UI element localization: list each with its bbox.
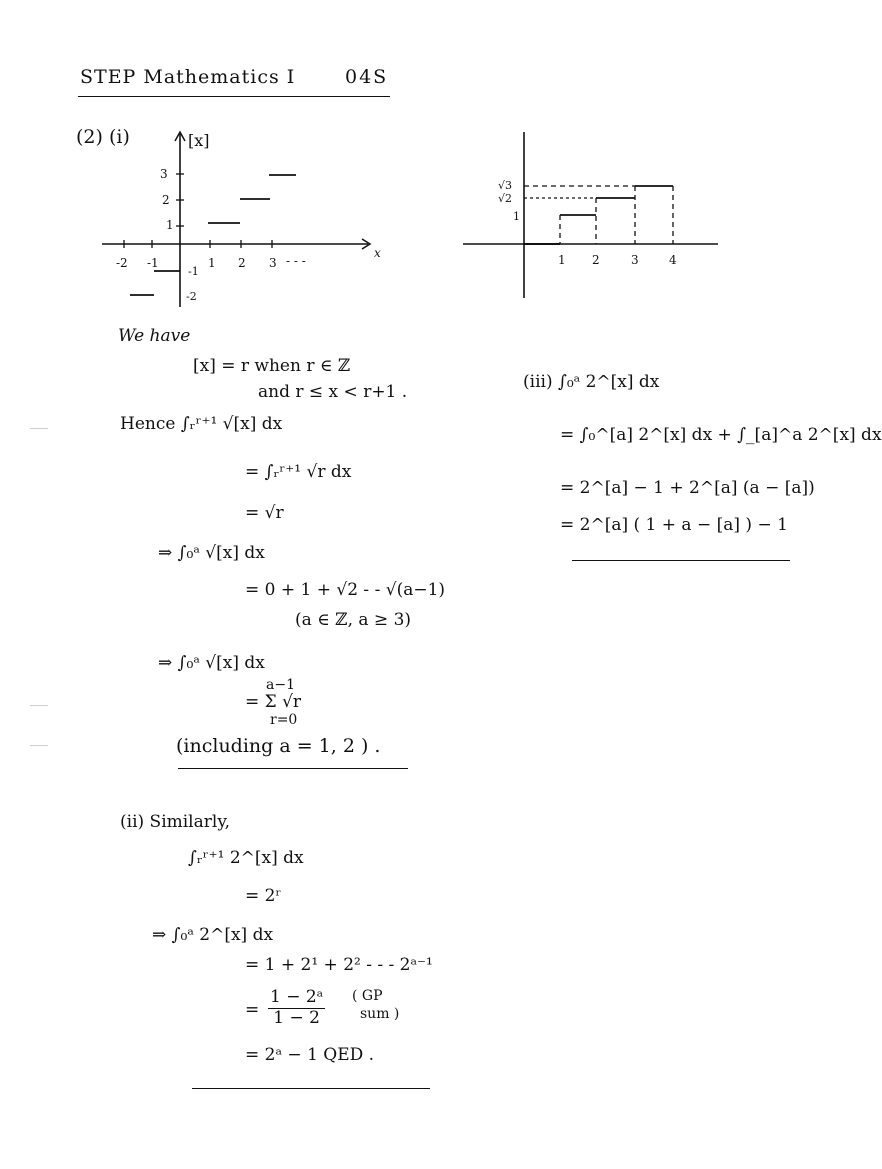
sum-lower-limit: r=0 xyxy=(270,712,298,728)
integral-step: = ∫ᵣʳ⁺¹ √r dx xyxy=(245,462,352,482)
graph2-ytick-label: √2 xyxy=(498,192,513,205)
graph1-x-label: x xyxy=(374,246,381,260)
graph1-ytick-label: 1 xyxy=(166,218,174,232)
implies-integral-2: ⇒ ∫₀ᵃ √[x] dx xyxy=(158,653,265,673)
part-ii-equals: = xyxy=(245,1000,260,1020)
graph1-y-label: [x] xyxy=(188,131,210,150)
sum-upper-limit: a−1 xyxy=(266,677,295,693)
gp-fraction xyxy=(268,988,325,1028)
gp-denominator: 1 − 2 xyxy=(273,1007,320,1028)
gp-note-line1: ( GP xyxy=(352,988,383,1004)
graph1-ytick-label: 3 xyxy=(160,167,168,181)
graph2-ytick-label: √3 xyxy=(498,179,513,192)
header-underline xyxy=(78,96,390,97)
hence-integral: Hence ∫ᵣʳ⁺¹ √[x] dx xyxy=(120,414,283,434)
gp-numerator: 1 − 2ᵃ xyxy=(270,987,324,1007)
graph2-ytick-label: 1 xyxy=(513,210,520,223)
graph1-ytick-label: 2 xyxy=(162,193,170,207)
part-ii-power: = 2ʳ xyxy=(245,886,282,906)
graph1-xtick-label: -1 xyxy=(147,256,159,270)
part-ii-result: = 2ᵃ − 1 QED . xyxy=(245,1045,375,1065)
graph2-xtick-label: 1 xyxy=(558,253,566,267)
graph1-ytick-label: -1 xyxy=(188,265,199,278)
floor-definition: [x] = r when r ∈ ℤ xyxy=(193,356,351,376)
series-condition: (a ∈ ℤ, a ≥ 3) xyxy=(295,610,412,630)
part-iii-result: = 2^[a] ( 1 + a − [a] ) − 1 xyxy=(560,515,788,535)
integral-result: = √r xyxy=(245,503,284,523)
sum-result: = Σ √r xyxy=(245,692,302,712)
graph1-xtick-label: 1 xyxy=(208,256,216,270)
punch-mark xyxy=(30,705,48,706)
part-iii-integral: (iii) ∫₀ᵃ 2^[x] dx xyxy=(523,372,660,392)
gp-note-line2: sum ) xyxy=(360,1006,400,1022)
header-code: 04S xyxy=(345,66,389,88)
header-title: STEP Mathematics I xyxy=(80,66,296,88)
part-ii-implies: ⇒ ∫₀ᵃ 2^[x] dx xyxy=(152,925,274,945)
graph2-xtick-label: 3 xyxy=(631,253,639,267)
graph1-xtick-label: 2 xyxy=(238,256,246,270)
implies-integral: ⇒ ∫₀ᵃ √[x] dx xyxy=(158,543,265,563)
part-ii-underline xyxy=(192,1088,430,1089)
graph2-xtick-label: 4 xyxy=(669,253,677,267)
part-ii-similarly: (ii) Similarly, xyxy=(120,812,231,832)
text-we-have: We have xyxy=(118,326,191,346)
series-expansion: = 0 + 1 + √2 - - √(a−1) xyxy=(245,580,446,600)
part-iii-underline xyxy=(572,560,790,561)
graph1-xtick-label: -2 xyxy=(116,256,128,270)
floor-condition: and r ≤ x < r+1 . xyxy=(258,382,408,402)
graph1-xtick-label: 3 xyxy=(269,256,277,270)
punch-mark xyxy=(30,428,48,429)
including-note: (including a = 1, 2 ) . xyxy=(176,735,381,757)
part-ii-integral: ∫ᵣʳ⁺¹ 2^[x] dx xyxy=(188,848,304,868)
floor-function-graph xyxy=(100,122,400,312)
part-ii-series: = 1 + 2¹ + 2² - - - 2ᵃ⁻¹ xyxy=(245,955,433,975)
part-iii-split: = ∫₀^[a] 2^[x] dx + ∫_[a]^a 2^[x] dx xyxy=(560,425,882,445)
part-i-underline xyxy=(178,768,408,769)
graph2-xtick-label: 2 xyxy=(592,253,600,267)
sqrt-floor-graph xyxy=(455,128,735,303)
graph1-xtick-label: - - - xyxy=(286,254,306,268)
part-i-label: (2) (i) xyxy=(76,126,130,148)
part-iii-evaluated: = 2^[a] − 1 + 2^[a] (a − [a]) xyxy=(560,478,815,498)
punch-mark xyxy=(30,745,48,746)
graph1-ytick-label: -2 xyxy=(186,290,197,303)
